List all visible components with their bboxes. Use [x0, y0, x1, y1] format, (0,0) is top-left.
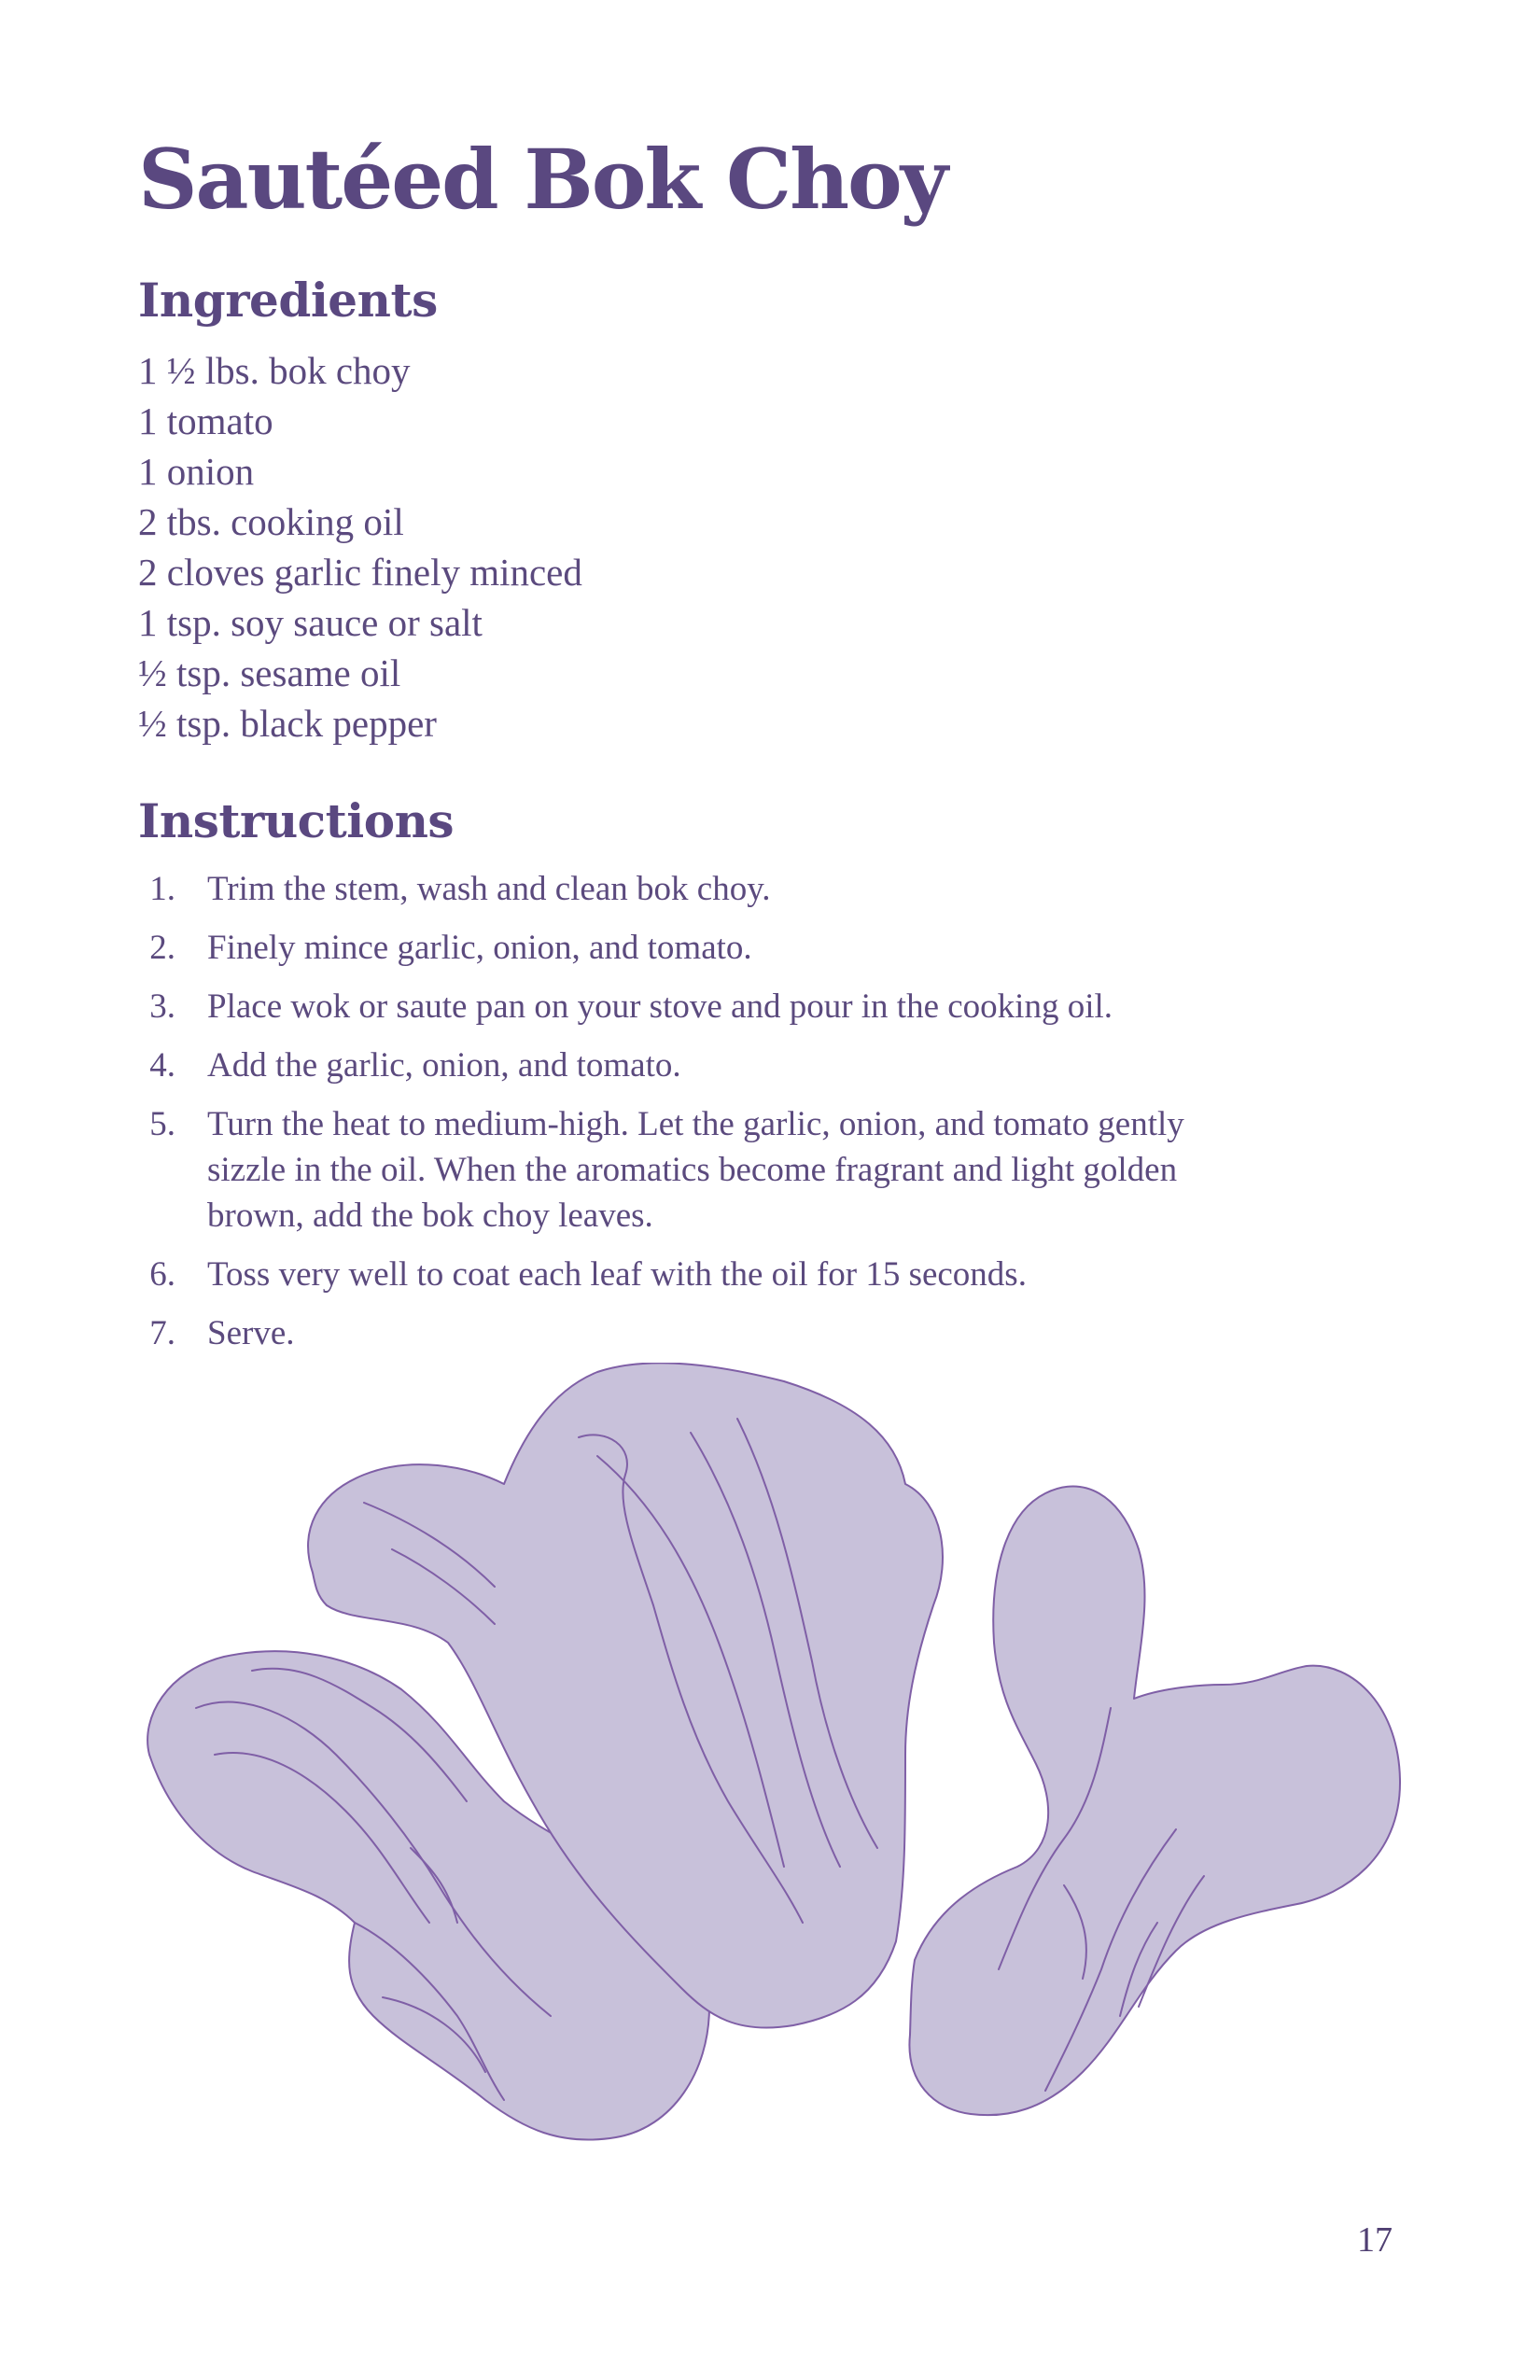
- recipe-title: Sautéed Bok Choy: [138, 131, 946, 228]
- ingredients-heading: Ingredients: [138, 273, 438, 328]
- step-number: 2.: [149, 929, 175, 967]
- instructions-heading: Instructions: [138, 793, 455, 848]
- ingredient-item: 1 onion: [138, 450, 255, 493]
- bok-choy-leaves-illustration: [131, 1363, 1437, 2221]
- step-text: Turn the heat to medium-high. Let the garlic, onion, and tomato gently sizzle in the oil. When the aromatics become fragrant and light golden brown, add the bok choy leaves.: [207, 1105, 1184, 1235]
- ingredient-item: ½ tsp. sesame oil: [138, 651, 401, 694]
- step-number: 5.: [149, 1105, 175, 1143]
- instructions-list: [138, 866, 1305, 1369]
- step-text: Place wok or saute pan on your stove and pour in the cooking oil.: [207, 987, 1113, 1026]
- ingredients-list: [138, 345, 582, 749]
- instruction-step: [138, 925, 1305, 971]
- ingredient-item: 1 ½ lbs. bok choy: [138, 349, 411, 392]
- step-number: 4.: [149, 1046, 175, 1085]
- instruction-step: [138, 1101, 1305, 1239]
- instruction-step: [138, 1252, 1305, 1297]
- ingredient-item: 1 tomato: [138, 399, 273, 442]
- step-number: 7.: [149, 1314, 175, 1352]
- instruction-step: [138, 1043, 1305, 1088]
- instruction-step: [138, 984, 1305, 1029]
- step-text: Finely mince garlic, onion, and tomato.: [207, 929, 752, 967]
- step-text: Serve.: [207, 1314, 295, 1352]
- ingredient-item: 2 tbs. cooking oil: [138, 500, 404, 543]
- ingredient-item: 2 cloves garlic finely minced: [138, 551, 582, 594]
- instruction-step: [138, 1310, 1305, 1356]
- ingredient-item: 1 tsp. soy sauce or salt: [138, 601, 483, 644]
- step-number: 1.: [149, 870, 175, 908]
- step-number: 3.: [149, 987, 175, 1026]
- page-number: 17: [1357, 2220, 1393, 2260]
- step-number: 6.: [149, 1255, 175, 1294]
- instruction-step: [138, 866, 1305, 912]
- ingredient-item: ½ tsp. black pepper: [138, 702, 437, 745]
- step-text: Toss very well to coat each leaf with the oil for 15 seconds.: [207, 1255, 1027, 1294]
- step-text: Trim the stem, wash and clean bok choy.: [207, 870, 771, 908]
- right-leaf-shape: [909, 1487, 1400, 2116]
- step-text: Add the garlic, onion, and tomato.: [207, 1046, 681, 1085]
